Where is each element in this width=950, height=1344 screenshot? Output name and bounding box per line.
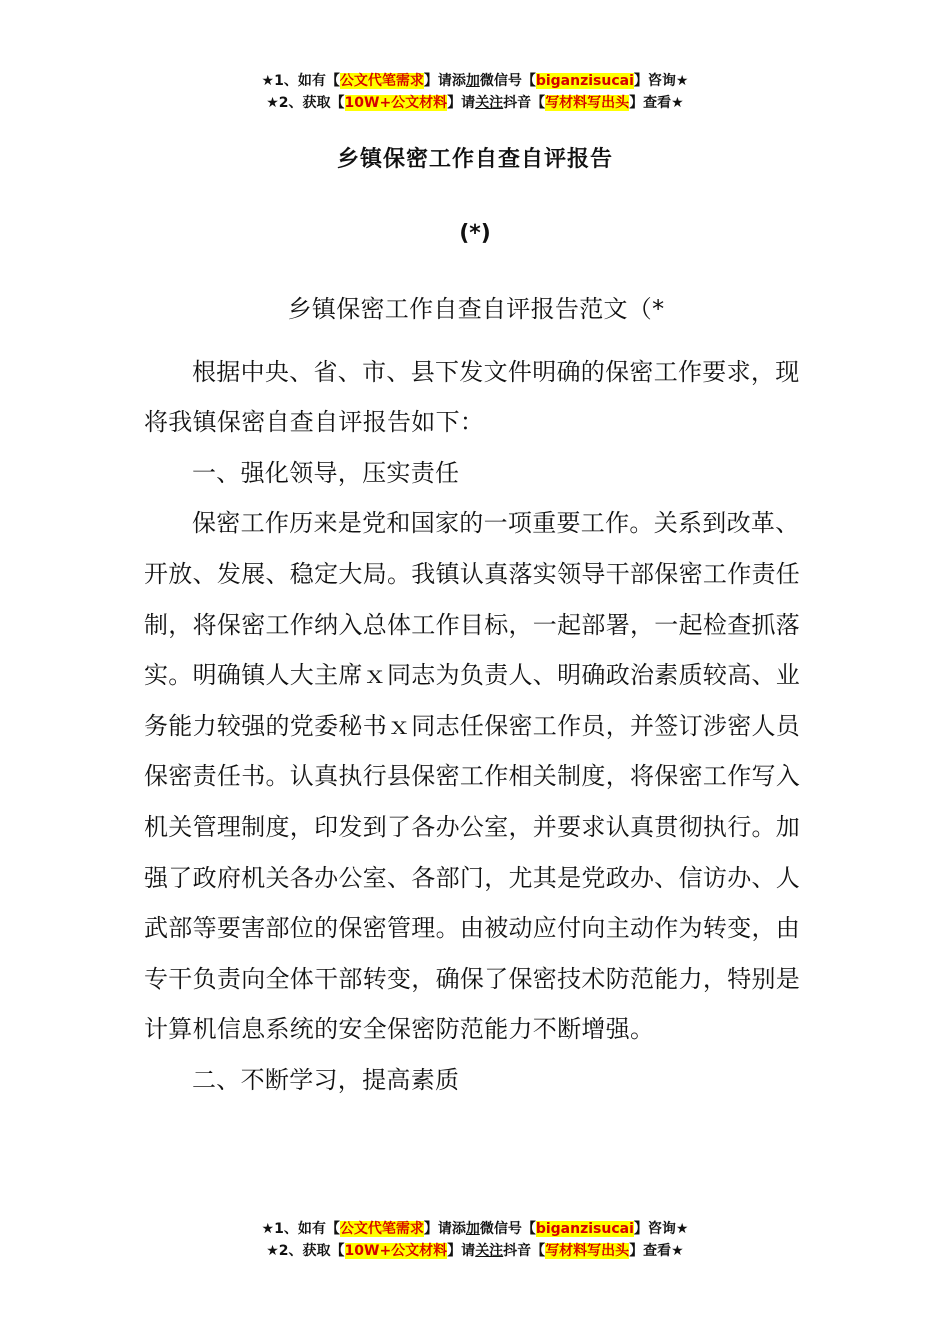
banner-line-2 (0, 1240, 950, 1262)
top-banner (0, 70, 950, 114)
banner-text: 】查看★ (629, 1243, 684, 1259)
banner-text: ★1、如有【 (261, 1221, 340, 1237)
banner-text: 】请 (447, 95, 476, 111)
paragraph-intro: 根据中央、省、市、县下发文件明确的保密工作要求，现将我镇保密自查自评报告如下： (144, 357, 800, 437)
banner-text: 抖音【 (503, 95, 546, 111)
section-heading-2: 二、不断学习，提高素质 (192, 1065, 460, 1094)
banner-text: 】咨询★ (633, 1221, 689, 1237)
banner-underline: 关注 (475, 95, 504, 111)
banner-underline: 加 (465, 73, 480, 89)
banner-text: 微信号【 (479, 73, 536, 89)
bottom-banner (0, 1218, 950, 1262)
banner-line-1 (0, 1218, 950, 1240)
banner-highlight: 10W+公文材料 (344, 1243, 448, 1259)
banner-highlight: biganzisucai (535, 73, 634, 89)
banner-text: 微信号【 (479, 1221, 536, 1237)
document-body (144, 284, 808, 1106)
banner-text: ★2、获取【 (266, 95, 345, 111)
banner-text: 】咨询★ (633, 73, 689, 89)
banner-text: 】请添 (423, 73, 466, 89)
banner-highlight: 公文代笔需求 (339, 1221, 424, 1237)
banner-text: 】请添 (423, 1221, 466, 1237)
section-heading-1: 一、强化领导，压实责任 (192, 458, 460, 487)
banner-text: 】请 (447, 1243, 476, 1259)
banner-line-2 (0, 92, 950, 114)
banner-highlight: biganzisucai (535, 1221, 634, 1237)
document-title: 乡镇保密工作自查自评报告 (336, 147, 613, 172)
banner-highlight: 10W+公文材料 (344, 95, 448, 111)
banner-text: ★2、获取【 (266, 1243, 345, 1259)
banner-highlight: 写材料写出头 (545, 95, 630, 111)
banner-text: ★1、如有【 (261, 73, 340, 89)
document-subtitle: (*) (459, 221, 491, 246)
banner-text: 】查看★ (629, 95, 684, 111)
banner-text: 抖音【 (503, 1243, 546, 1259)
banner-line-1 (0, 70, 950, 92)
banner-highlight: 公文代笔需求 (339, 73, 424, 89)
document-heading: 乡镇保密工作自查自评报告范文（* (287, 295, 665, 323)
banner-underline: 加 (465, 1221, 480, 1237)
banner-underline: 关注 (475, 1243, 504, 1259)
banner-highlight: 写材料写出头 (545, 1243, 630, 1259)
paragraph-section-1: 保密工作历来是党和国家的一项重要工作。关系到改革、开放、发展、稳定大局。我镇认真落实领导干部保密工作责任制，将保密工作纳入总体工作目标，一起部署，一起检查抓落实。明确镇人大主席ｘ同志为负责人、明确政治素质较高、业务能力较强的党委秘书ｘ同志任保密工作员，并签订涉密人员保密责任书。认真执行县保密工作相关制度，将保密工作写入机关管理制度，印发到了各办公室，并要求认真贯彻执行。加强了政府机关各办公室、各部门，尤其是党政办、信访办、人武部等要害部位的保密管理。由被动应付向主动作为转变，由专干负责向全体干部转变，确保了保密技术防范能力，特别是计算机信息系统的安全保密防范能力不断增强。 (144, 509, 801, 1044)
